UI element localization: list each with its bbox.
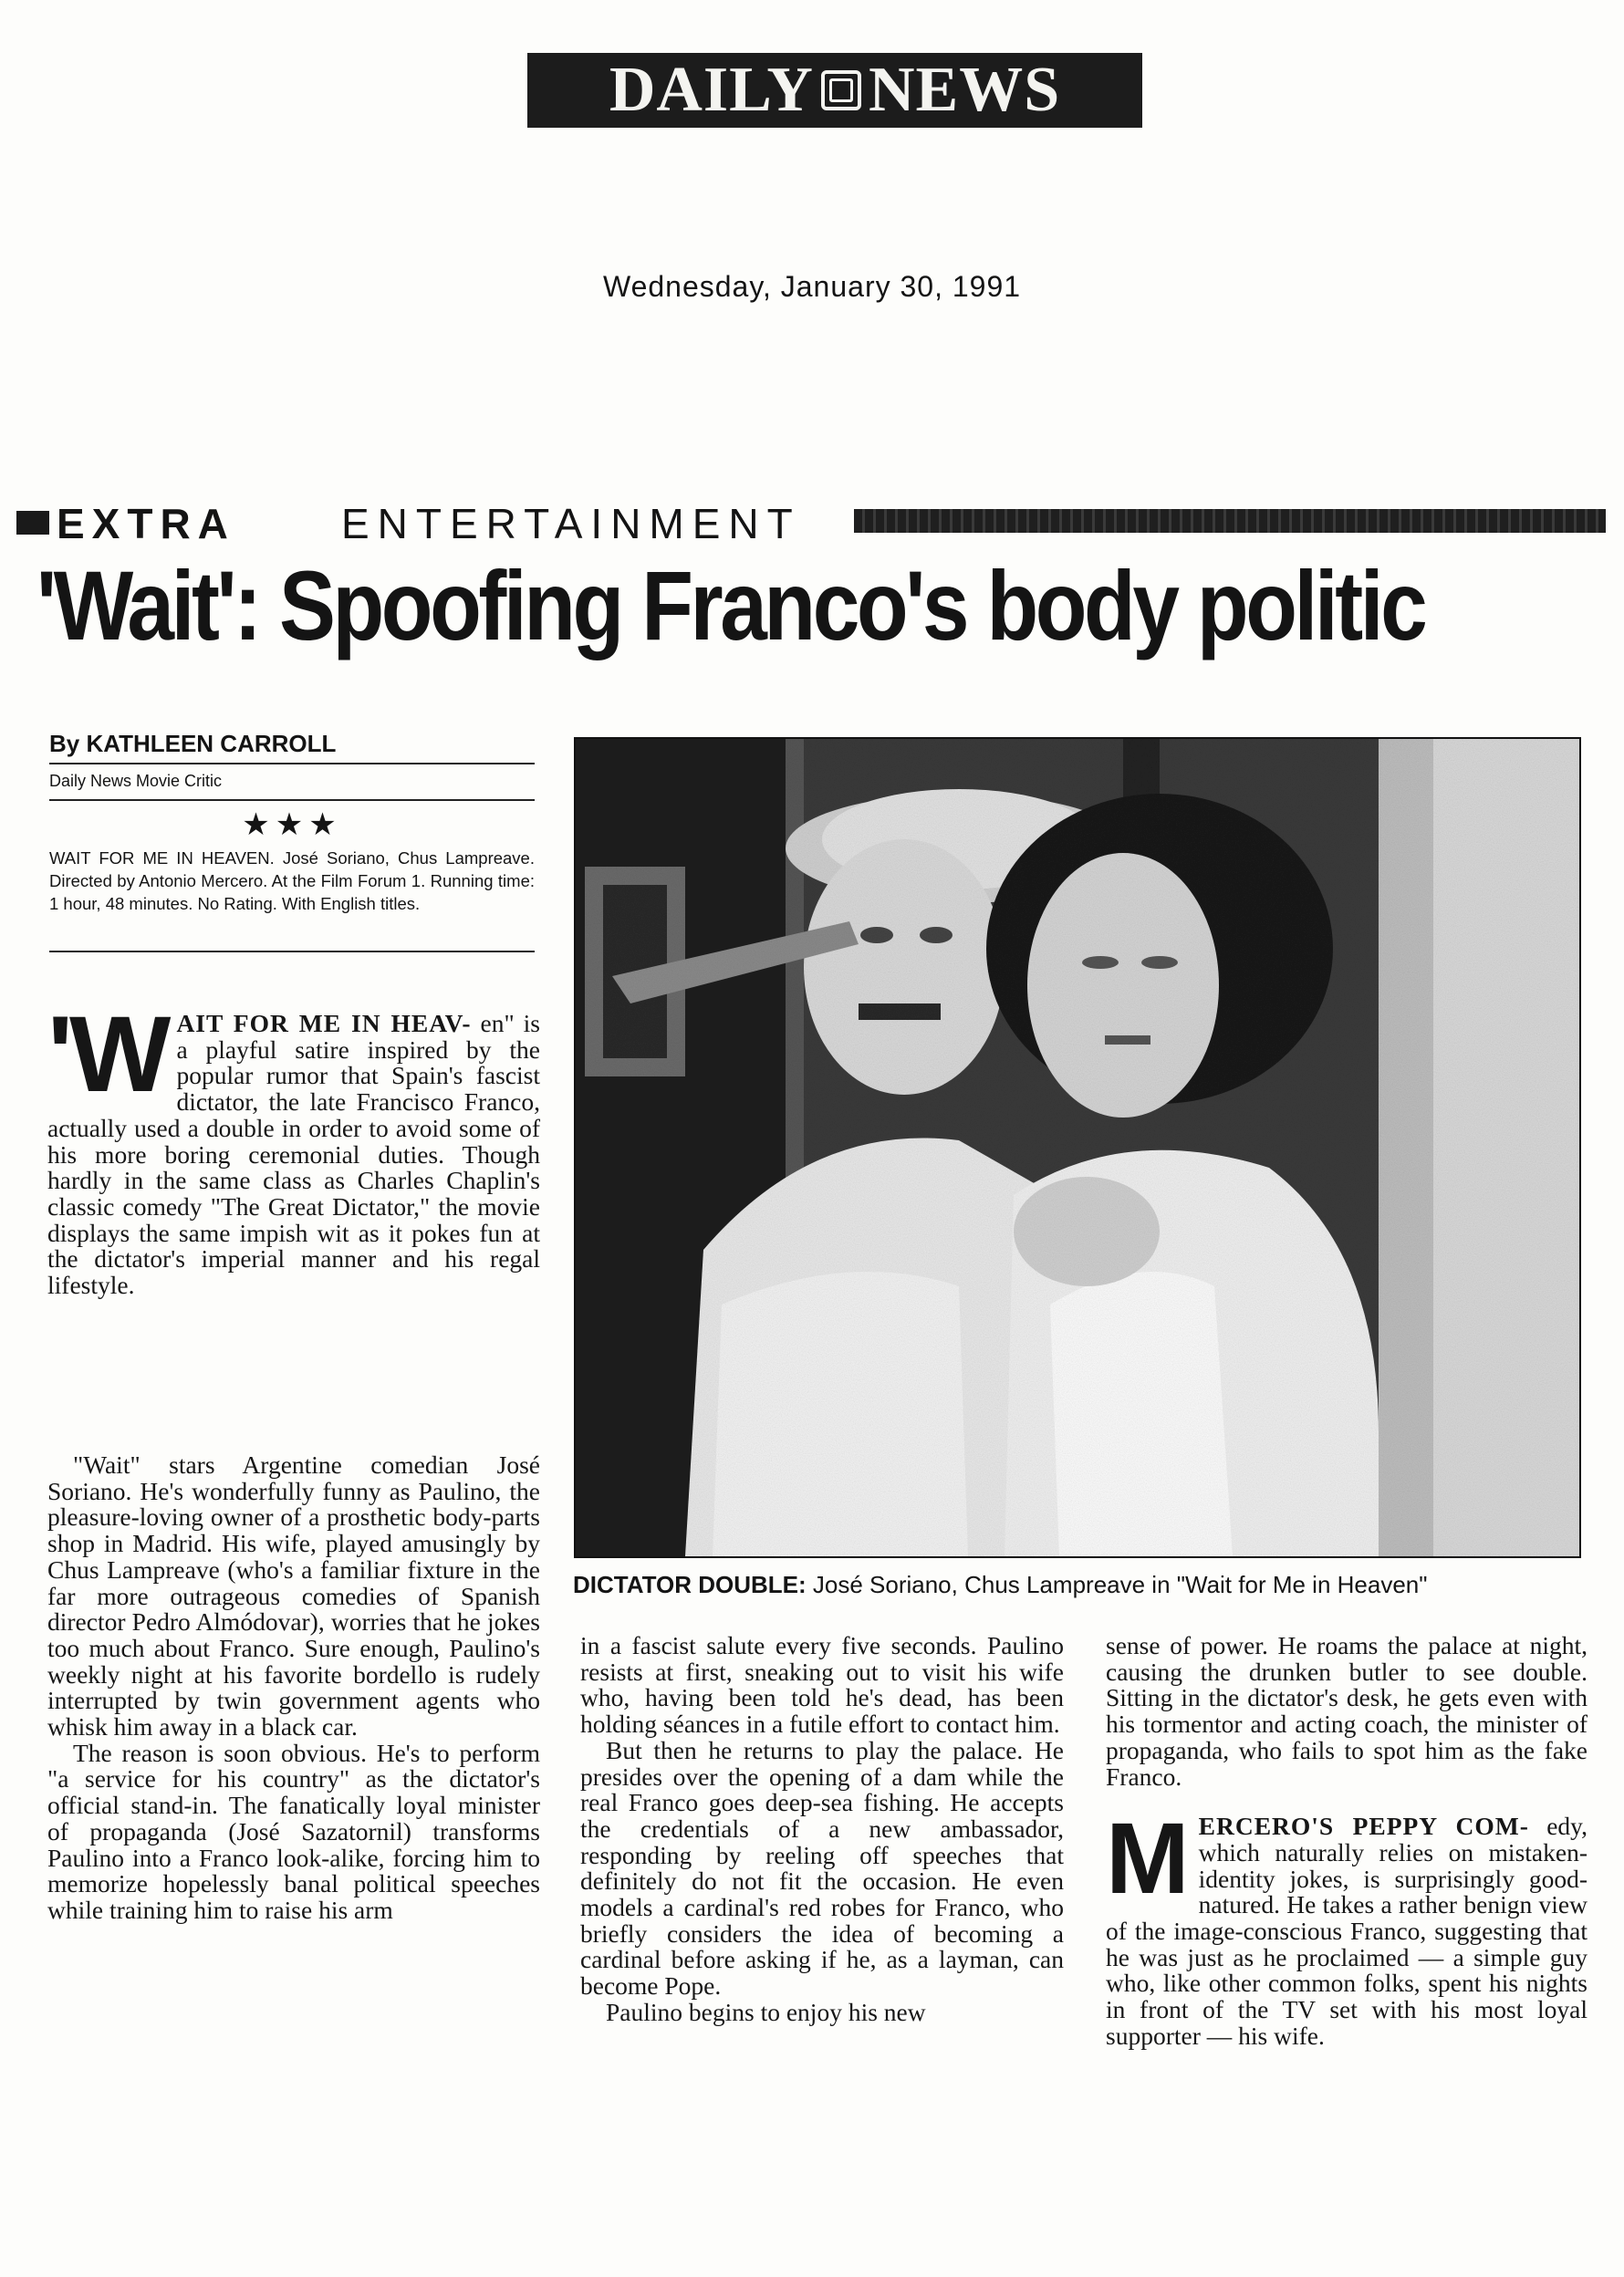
drop-cap-m: M [1106,1803,1190,1916]
drop-cap-w: 'W [47,994,168,1115]
article-paragraph-1 [47,994,541,1300]
article-paragraph-8 [1106,1803,1588,2050]
article-paragraph-1-text: en" is a playful satire inspired by the popular rumor that Spain's fascist dictator, the late Francisco Franco, actually used a double in order to avoid some of his more boring ceremonial duties. Though hardly in the same class as Charles Chaplin's classic comedy "The Great Dictator," the movie displays the same impish wit as it pokes fun at the dictator's imperial manner and his regal lifestyle. [47,1009,541,1300]
credits-divider [49,951,535,952]
dateline: Wednesday, January 30, 1991 [602,270,1022,303]
film-still-illustration [576,739,1579,1556]
star-rating: ★★★ [242,808,342,842]
byline-author: By KATHLEEN CARROLL [49,730,337,757]
caption-label: DICTATOR DOUBLE: [573,1571,807,1598]
byline-title: Daily News Movie Critic [49,772,223,790]
section-bar [16,500,1586,547]
article-column-1 [47,1452,540,1924]
byline-divider-2 [49,799,535,801]
masthead-wordmark [609,55,1061,125]
article-paragraph-2: "Wait" stars Argentine comedian José Soriano. He's wonderfully funny as Paulino, the pleasure-loving owner of a prosthetic body-parts shop in Madrid. His wife, played amusingly by Chus Lampreave (who's a familiar fixture in the far more outrageous comedies of Spanish director Pedro Almódovar), worries that he jokes too much about Franco. Sure enough, Paulino's weekly night at his favorite bordello is rudely interrupted by twin government agents who whisk him away in a black car. [47,1450,540,1742]
section-extra-label: EXTRA [57,500,235,547]
byline-divider [49,763,535,764]
article-lead-in-2: ERCERO'S PEPPY COM- [1198,1812,1529,1841]
caption-text: José Soriano, Chus Lampreave in "Wait for Me in Heaven" [806,1571,1428,1598]
article-paragraph-4: in a fascist salute every five seconds. Paulino resists at first, sneaking out to visit his wife who, having been told he's dead, has been holding séances in a futile effort to contact him. [580,1631,1064,1739]
film-credits: WAIT FOR ME IN HEAVEN. José Soriano, Chus Lampreave. Directed by Antonio Mercero. At the Film Forum 1. Running time: 1 hour, 48 minutes. No Rating. With English titles. [49,848,535,913]
film-still-photo [574,737,1581,1558]
section-rule [854,509,1606,533]
photo-caption [573,1571,1586,1599]
article-paragraph-6: Paulino begins to enjoy his new [606,1997,926,2026]
article-paragraph-7: sense of power. He roams the palace at night, causing the drunken butler to see double. Sitting in the dictator's desk, he gets even with his tormentor and acting coach, the minister of propaganda, who fails to spot him as the fake Franco. [1106,1631,1588,1791]
section-entertainment-label: ENTERTAINMENT [341,500,801,547]
article-paragraph-5: But then he returns to play the palace. He presides over the opening of a dam while the real Franco goes deep-sea fishing. He accepts the credentials of a new ambassador, responding by reeling off speeches that definitely do not fit the occasion. He even models a cardinal's red robes for Franco, who briefly considers the idea of becoming a cardinal before asking if he, as a layman, can become Pope. [580,1735,1064,2001]
masthead-left-word: DAILY [609,55,814,125]
article-paragraph-3: The reason is soon obvious. He's to perform "a service for his country" as the dictator's official stand-in. The fanatically loyal minister of propaganda (José Sazatornil) transforms Paulino into a Franco look-alike, forcing him to memorize hopelessly banal political speeches while training him to raise his arm [47,1738,540,1924]
section-lead-block [16,511,49,535]
article-column-2 [580,1633,1064,2026]
article-column-3 [1106,1633,1588,2050]
masthead-right-word: NEWS [869,55,1061,125]
article-column-1-top [47,994,541,1300]
article-lead-in: AIT FOR ME IN HEAV- [176,1009,472,1037]
masthead [527,53,1142,128]
headline: 'Wait': Spoofing Franco's body politic [36,550,1425,660]
article-paragraph-8-text: edy, which naturally relies on mistaken-identity jokes, is surprisingly good-natured. He takes a rather benign view of the image-conscious Franco, suggesting that he was just as he proclaimed — a simple guy who, like other common folks, spent his nights in front of the TV set with his most loyal supporter — his wife. [1106,1812,1588,2050]
camera-logo-icon [821,70,861,110]
